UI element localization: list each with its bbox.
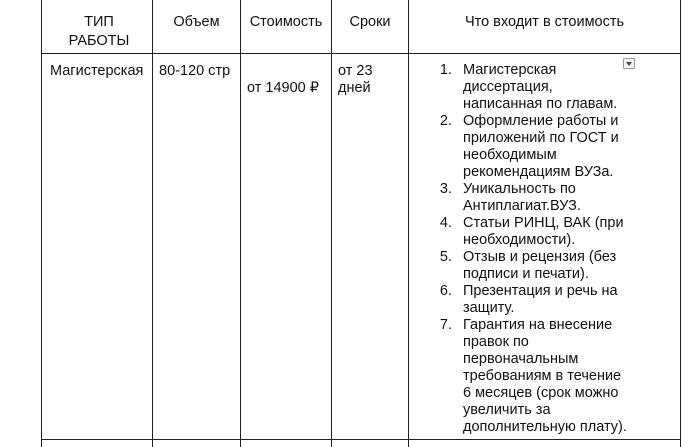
list-item: 6. Презентация и речь на защиту.	[439, 283, 618, 316]
column-divider	[331, 0, 332, 447]
list-item: 2. Оформление работы и приложений по ГОСТ и необходимым рекомендациям ВУЗа.	[439, 113, 619, 180]
cell-dropdown-arrow-icon[interactable]	[623, 58, 635, 69]
cell-cost[interactable]: от 14900 ₽	[247, 80, 319, 96]
header-terms: Сроки	[349, 14, 391, 30]
row-divider	[41, 439, 681, 440]
cell-work-type[interactable]: Магистерская	[50, 63, 144, 79]
header-volume: Объем	[173, 14, 220, 30]
list-item: 3. Уникальность по Антиплагиат.ВУЗ.	[439, 181, 581, 214]
list-item-text: Магистерская диссертация, написанная по главам.	[463, 62, 618, 112]
list-item: 5. Отзыв и рецензия (без подписи и печати).	[439, 249, 617, 282]
list-item-text: Гарантия на внесение правок по первоначальным требованиям в течение 6 месяцев (срок можно увеличить за дополнительную плату).	[463, 317, 627, 435]
table-border-left	[41, 0, 42, 447]
header-included: Что входит в стоимость	[464, 14, 625, 30]
list-item: 7. Гарантия на внесение правок по первоначальным требованиям в течение 6 месяцев (срок можно увеличить за дополнительную плату).	[439, 317, 627, 435]
header-cost: Стоимость	[249, 14, 323, 30]
column-divider	[152, 0, 153, 447]
list-item: 1. Магистерская диссертация, написанная по главам.	[439, 62, 618, 112]
list-item-text: Уникальность по Антиплагиат.ВУЗ.	[463, 181, 581, 214]
cell-volume[interactable]: 80-120 стр	[159, 63, 231, 79]
column-divider	[240, 0, 241, 447]
cell-terms[interactable]: от 23 дней	[338, 63, 373, 96]
list-item: 4. Статьи РИНЦ, ВАК (при необходимости).	[439, 215, 624, 248]
list-item-text: Отзыв и рецензия (без подписи и печати).	[463, 249, 617, 282]
list-item-text: Статьи РИНЦ, ВАК (при необходимости).	[463, 215, 624, 248]
header-row-divider	[41, 53, 681, 54]
header-type: ТИП РАБОТЫ	[68, 14, 130, 49]
list-item-text: Презентация и речь на защиту.	[463, 283, 618, 316]
table-border-right	[680, 0, 681, 447]
included-list[interactable]	[436, 62, 632, 436]
column-divider	[408, 0, 409, 447]
list-item-text: Оформление работы и приложений по ГОСТ и необходимым рекомендациям ВУЗа.	[463, 113, 619, 180]
